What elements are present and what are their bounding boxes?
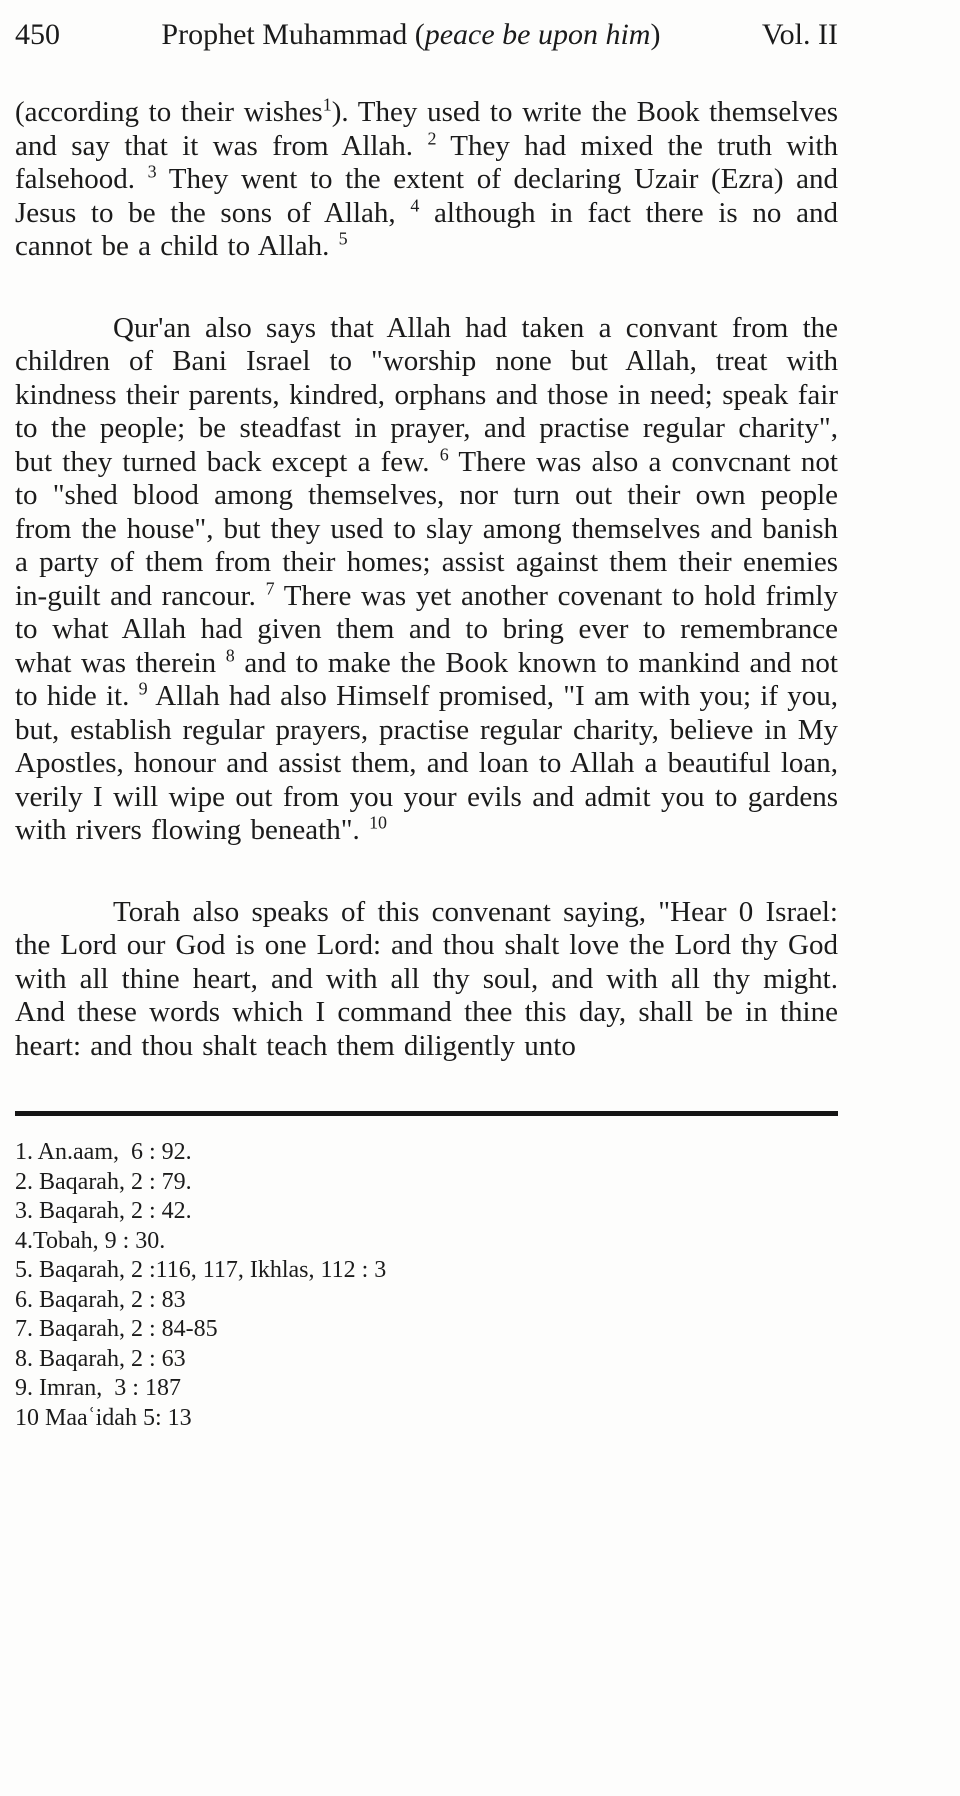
book-title (161, 18, 660, 52)
book-title-italic: peace be upon him (424, 18, 651, 51)
footnote-marker: 8 (225, 644, 235, 665)
footnote: 8. Baqarah, 2 : 63 (15, 1345, 186, 1372)
paragraph: Torah also speaks of this convenant saying, "Hear 0 Israel: the Lord our God is one Lord: and thou shalt love the Lord thy God with all thine heart, and with all thy soul, and with all thy might. And these words which I command thee this day, shall be in thine heart: and thou shalt teach them diligently unto (15, 895, 838, 1062)
footnote-marker: 10 (369, 812, 388, 833)
footnote-marker: 2 (427, 127, 437, 148)
footnote-marker: 5 (338, 228, 348, 249)
footnote: 1. An.aam, 6 : 92. (15, 1139, 192, 1165)
footnote-marker: 3 (147, 161, 157, 182)
footnote-marker: 9 (138, 678, 148, 699)
volume-label: Vol. II (761, 18, 838, 51)
footnote: 3. Baqarah, 2 : 42. (15, 1198, 192, 1224)
footnote: 7. Baqarah, 2 : 84-85 (15, 1316, 218, 1342)
paragraph: Qur'an also says that Allah had taken a convant from the children of Bani Israel to "worship none but Allah, treat with kindness their parents, kindred, orphans and those in need; speak fair to the people; be steadfast in prayer, and practise regular charity", but they turned back except a few. $^6$ There was also a convcnant not to "shed blood among themselves, nor turn out their own people from the house", but they used to slay among themselves and banish a party of them from their homes; assist against them their enemies in-guilt and rancour. $^7$ There was yet another covenant to hold frimly to what Allah had given them and to bring ever to remembrance what was therein $^8$ and to make the Book known to mankind and not to hide it. $^9$ Allah had also Himself promised, "I am with you; if you, but, establish regular prayers, practise regular charity, believe in My Apostles, honour and assist them, and loan to Allah a beautiful loan, verily I will wipe out from you your evils and admit you to gardens with rivers flowing beneath". $^{10}$ (15, 311, 838, 846)
footnote-marker: 6 (439, 443, 449, 464)
paragraph: (according to their wishes$^1$). They used to write the Book themselves and say that it was from Allah. $^2$ They had mixed the truth with falsehood. $^3$ They went to the extent of declaring Uzair (Ezra) and Jesus to be the sons of Allah, $^4$ although in fact there is no and cannot be a child to Allah. $^5$ (15, 94, 838, 262)
footnote-separator (15, 1111, 838, 1116)
page-number: 450 (15, 18, 60, 51)
footnote: 4.Tobah, 9 : 30. (15, 1227, 166, 1254)
book-title-suffix: ) (650, 18, 661, 51)
book-title-prefix: Prophet Muhammad ( (161, 18, 425, 51)
footnote: 10 Maaʿidah 5: 13 (15, 1404, 192, 1431)
footnote-marker: 4 (410, 194, 420, 215)
running-header (15, 18, 838, 52)
footnote-marker: 7 (265, 577, 275, 598)
footnote: 2. Baqarah, 2 : 79. (15, 1168, 192, 1195)
footnote-marker: 1 (322, 94, 332, 115)
body-text (15, 96, 838, 1063)
footnote: 9. Imran, 3 : 187 (15, 1375, 181, 1401)
footnotes-section (15, 1138, 838, 1433)
footnote: 6. Baqarah, 2 : 83 (15, 1286, 186, 1313)
footnote: 5. Baqarah, 2 :116, 117, Ikhlas, 112 : 3 (15, 1257, 387, 1283)
